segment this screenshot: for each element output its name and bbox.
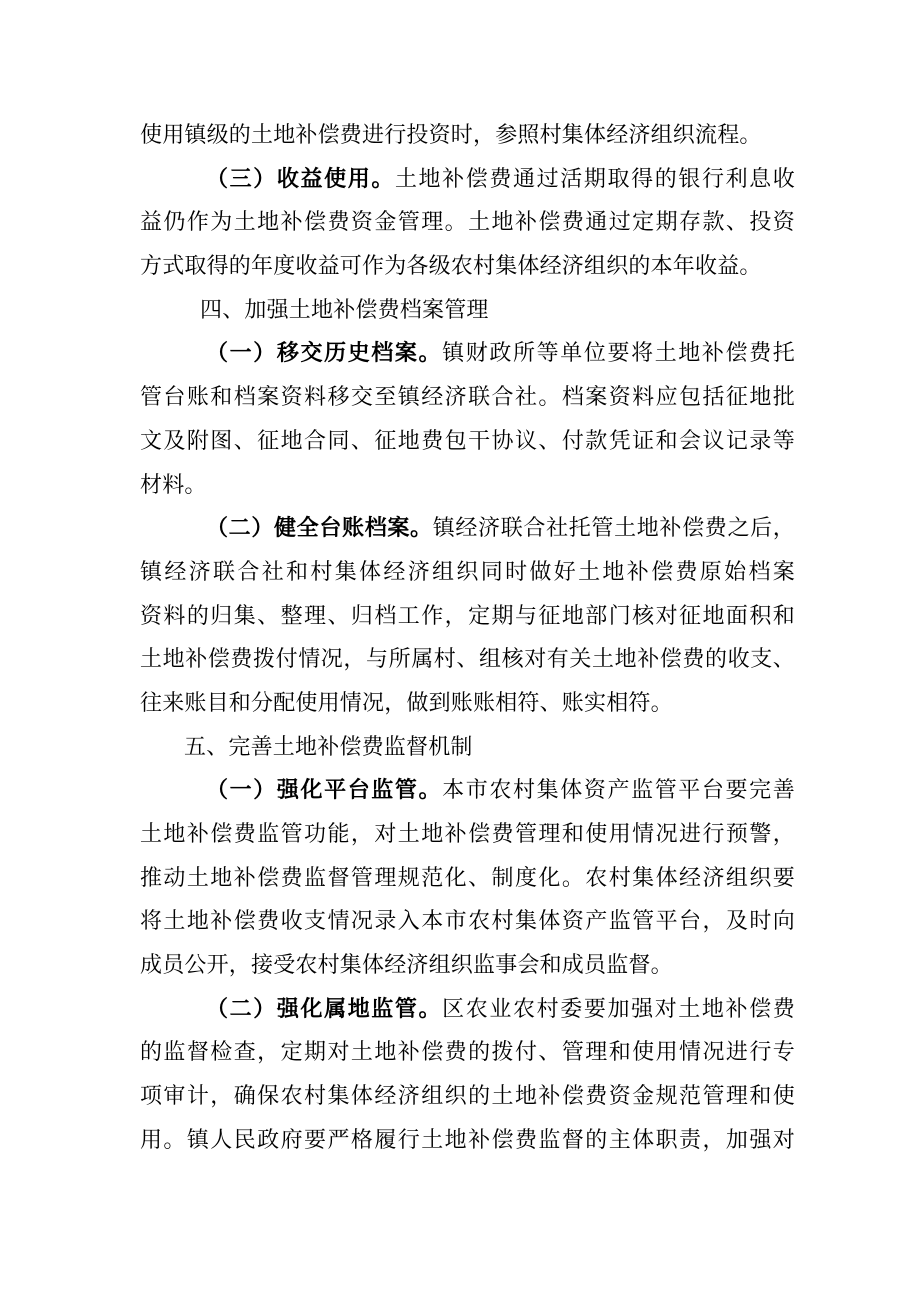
paragraph-line (140, 376, 795, 420)
subheading-transfer-archives: （一）移交历史档案。 (206, 341, 443, 367)
paragraph-line (140, 158, 795, 202)
section-heading-supervision (140, 726, 795, 770)
paragraph-line (140, 1119, 795, 1163)
paragraph-text: 推动土地补偿费监督管理规范化、制度化。农村集体经济组织要 (140, 865, 795, 891)
paragraph-line (140, 1031, 795, 1075)
paragraph-line (140, 114, 795, 158)
paragraph-text: 益仍作为土地补偿费资金管理。土地补偿费通过定期存款、投资 (140, 210, 795, 236)
paragraph-text: 文及附图、征地合同、征地费包干协议、付款凭证和会议记录等 (140, 428, 795, 454)
paragraph-text: 区农业农村委要加强对土地补偿费 (442, 996, 795, 1022)
paragraph-text: 项审计，确保农村集体经济组织的土地补偿费资金规范管理和使 (140, 1084, 795, 1110)
subheading-local-supervision: （二）强化属地监管。 (206, 996, 443, 1022)
paragraph-text: 镇经济联合社托管土地补偿费之后， (432, 516, 795, 542)
paragraph-line (140, 900, 795, 944)
paragraph-text: 土地补偿费拨付情况，与所属村、组核对有关土地补偿费的收支、 (140, 647, 795, 673)
paragraph-text: 使用镇级的土地补偿费进行投资时，参照村集体经济组织流程。 (140, 123, 762, 148)
paragraph-line (140, 988, 795, 1032)
paragraph-line (140, 638, 795, 682)
paragraph-text: 成员公开，接受农村集体经济组织监事会和成员监督。 (140, 953, 673, 979)
subheading-income-use: （三）收益使用。 (206, 166, 395, 192)
paragraph-text: 方式取得的年度收益可作为各级农村集体经济组织的本年收益。 (140, 254, 762, 280)
subheading-platform-supervision: （一）强化平台监管。 (206, 778, 443, 804)
paragraph-line (140, 464, 795, 508)
paragraph-line (140, 201, 795, 245)
section-heading-text: 五、完善土地补偿费监督机制 (184, 734, 473, 760)
paragraph-line (140, 682, 795, 726)
paragraph-text: 土地补偿费监管功能，对土地补偿费管理和使用情况进行预警， (140, 822, 795, 847)
paragraph-line (140, 551, 795, 595)
paragraph-line (140, 507, 795, 551)
paragraph-text: 将土地补偿费收支情况录入本市农村集体资产监管平台，及时向 (140, 909, 795, 935)
paragraph-text: 的监督检查，定期对土地补偿费的拨付、管理和使用情况进行专 (140, 1040, 795, 1066)
paragraph-text: 镇财政所等单位要将土地补偿费托 (442, 341, 795, 367)
paragraph-line (140, 857, 795, 901)
section-heading-archives (140, 289, 795, 333)
paragraph-line (140, 1075, 795, 1119)
paragraph-text: 本市农村集体资产监管平台要完善 (442, 778, 795, 804)
paragraph-text: 管台账和档案资料移交至镇经济联合社。档案资料应包括征地批 (140, 385, 795, 411)
paragraph-text: 土地补偿费通过活期取得的银行利息收 (394, 166, 795, 192)
paragraph-line (140, 813, 795, 857)
paragraph-text: 材料。 (140, 472, 207, 498)
document-page (140, 114, 795, 1163)
paragraph-line (140, 944, 795, 988)
paragraph-text: 往来账目和分配使用情况，做到账账相符、账实相符。 (140, 690, 673, 716)
paragraph-line (140, 769, 795, 813)
paragraph-line (140, 420, 795, 464)
paragraph-line (140, 595, 795, 639)
paragraph-line (140, 245, 795, 289)
section-heading-text: 四、加强土地补偿费档案管理 (200, 297, 489, 323)
paragraph-text: 镇经济联合社和村集体经济组织同时做好土地补偿费原始档案 (140, 559, 795, 585)
subheading-ledger-archives: （二）健全台账档案。 (206, 516, 433, 542)
paragraph-line (140, 332, 795, 376)
paragraph-text: 资料的归集、整理、归档工作，定期与征地部门核对征地面积和 (140, 603, 795, 629)
paragraph-text: 用。镇人民政府要严格履行土地补偿费监督的主体职责，加强对 (140, 1127, 795, 1153)
